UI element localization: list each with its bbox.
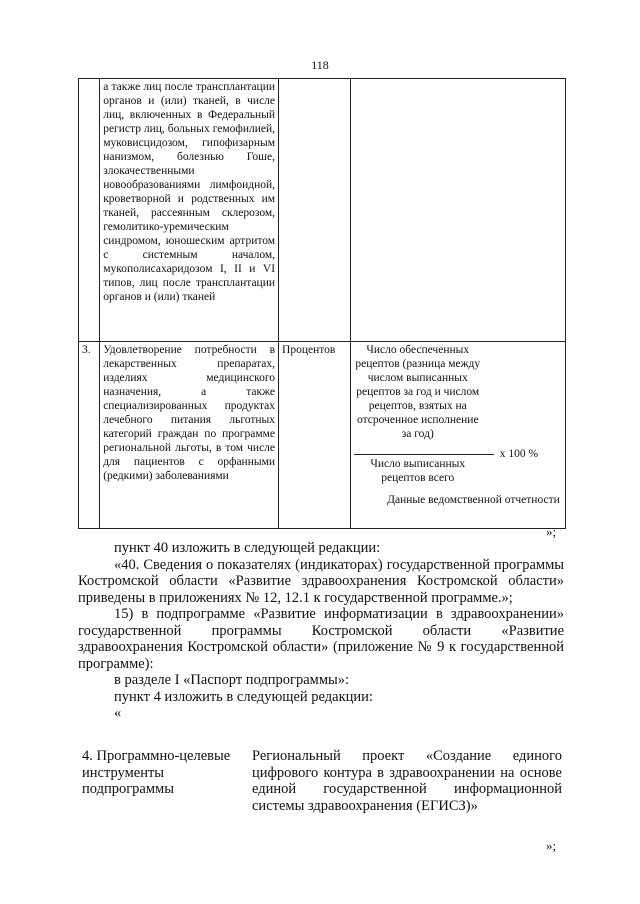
formula	[354, 343, 562, 527]
passport-label: 4. Программно-целевые инструменты подпрограммы	[82, 748, 231, 797]
unit-cell: Процентов	[279, 342, 351, 529]
formula-cell	[350, 342, 565, 529]
paragraph: «40. Сведения о показателях (индикаторах) государственной программы Костромской области «Развитие здравоохранения Костромской области» приведены в приложениях № 12, 12.1 к государственной программе.»;	[78, 556, 564, 606]
paragraph: 15) в подпрограмме «Развитие информатизации в здравоохранении» государственной программы Костромской области «Развитие здравоохранения Костромской области» (приложение № 9 к государственной программе):	[78, 606, 564, 672]
row-number: 3.	[79, 342, 100, 529]
body-text	[78, 540, 564, 722]
passport-value: Региональный проект «Создание единого цифрового контура в здравоохранении на основе единой государственной информационной системы здравоохранения (ЕГИСЗ)»	[252, 748, 562, 814]
data-source: Данные ведомственной отчетности	[387, 494, 560, 506]
table-cell-num-empty	[79, 79, 100, 342]
table-row	[79, 342, 566, 529]
table-cell-unit-empty	[279, 79, 351, 342]
fraction-bar	[354, 454, 494, 455]
paragraph: в разделе I «Паспорт подпрограммы»:	[114, 672, 350, 688]
continuation-cell: а также лиц после трансплантации органов и (или) тканей, в числе лиц, включенных в Федеральный регистр лиц, больных гемофилией, муковисцидозом, гипофизарным нанизмом, болезнью Гоше, злокачественными новообразованиями лимфоидной, кроветворной и родственных им тканей, рассеянным склерозом, гемолитико-уремическим синдромом, юношеским артритом с системным началом, мукополисахаридозом I, II и VI типов, лиц после трансплантации органов и (или) тканей	[100, 79, 279, 342]
formula-multiplier: х 100 %	[499, 448, 539, 460]
formula-denominator: Число выписанных рецептов всего	[370, 458, 466, 484]
paragraph: пункт 4 изложить в следующей редакции:	[114, 688, 373, 705]
page-number: 118	[311, 58, 329, 72]
closing-quote: »;	[546, 838, 557, 853]
formula-numerator: Число обеспеченных рецептов (разница между числом выписанных рецептов за год и числом рецептов, взятых на отсроченное исполнение за год)	[355, 344, 481, 440]
table-row	[79, 79, 566, 342]
paragraph: пункт 40 изложить в следующей редакции:	[114, 540, 381, 556]
closing-quote: »;	[546, 524, 557, 539]
table-cell-formula-empty	[350, 79, 565, 342]
indicators-table	[78, 78, 566, 529]
opening-quote: «	[114, 705, 122, 721]
indicator-name: Удовлетворение потребности в лекарственных препаратах, изделиях медицинского назначения, а также специализированных продуктах лечебного питания льготных категорий граждан по программе региональной льготы, в том числе для пациентов с орфанными (редкими) заболеваниями	[100, 342, 279, 529]
